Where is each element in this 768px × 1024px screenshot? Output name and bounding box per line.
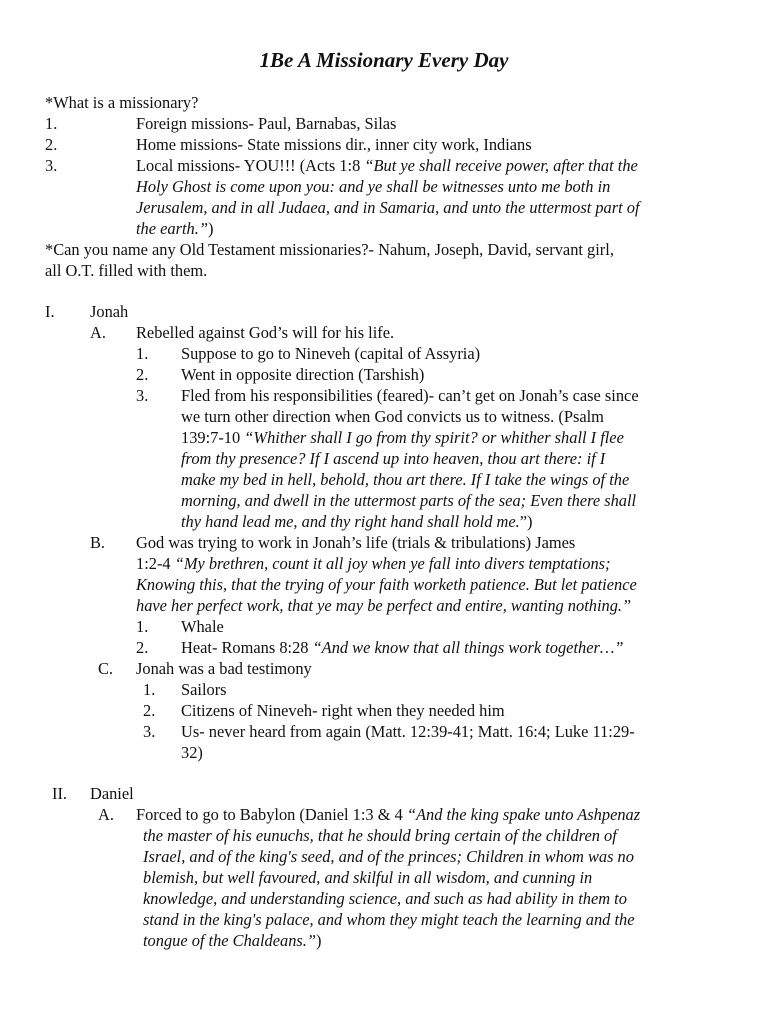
scripture-quote-line: stand in the king's palace, and whom they might teach the learning and the (143, 910, 635, 929)
list-item-foreign: Foreign missions- Paul, Barnabas, Silas (136, 114, 397, 133)
list-item-home: Home missions- State missions dir., inner city work, Indians (136, 135, 532, 154)
point-number: 1. (136, 617, 149, 636)
point-number: 3. (136, 386, 149, 405)
point-number: 3. (143, 722, 156, 741)
scripture-quote-line: morning, and dwell in the uttermost parts of the sea; Even there shall (181, 491, 637, 510)
scripture-quote: “Whither shall I go from thy spirit? or whither shall I flee (244, 428, 624, 447)
point-heat (181, 638, 624, 659)
subsection-rebelled: Rebelled against God’s will for his life. (136, 323, 395, 342)
section-title-daniel: Daniel (90, 784, 134, 803)
james-ref: 1:2-4 (136, 554, 175, 573)
psalm-line (181, 428, 624, 449)
point-fled-cont: we turn other direction when God convicts us to witness. (Psalm (181, 407, 604, 426)
psalm-ref: 139:7-10 (181, 428, 245, 447)
scripture-quote-line: Jerusalem, and in all Judaea, and in Samaria, and unto the uttermost part of (136, 198, 640, 217)
scripture-quote-line: Holy Ghost is come upon you: and ye shall be witnesses unto me both in (136, 177, 611, 196)
point-fled: Fled from his responsibilities (feared)- can’t get on Jonah’s case since (181, 386, 639, 405)
close-paren: ) (207, 219, 214, 238)
scripture-quote-line: the earth.” (136, 219, 208, 238)
question-what-is-missionary: *What is a missionary? (45, 93, 199, 112)
point-number: 2. (143, 701, 156, 720)
question-old-testament: *Can you name any Old Testament missionaries?- Nahum, Joseph, David, servant girl, (45, 240, 614, 259)
point-number: 1. (136, 344, 149, 363)
point-sailors: Sailors (181, 680, 227, 699)
list-item-local (136, 156, 638, 177)
list-number: 3. (45, 156, 58, 175)
scripture-quote-line: have her perfect work, that ye may be perfect and entire, wanting nothing.” (136, 596, 632, 615)
scripture-quote-line: from thy presence? If I ascend up into heaven, thou art there: if I (181, 449, 606, 468)
point-tarshish: Went in opposite direction (Tarshish) (181, 365, 425, 384)
scripture-quote-line: knowledge, and understanding science, and such as had ability in them to (143, 889, 627, 908)
scripture-quote-end (136, 219, 213, 240)
scripture-quote: “And the king spake unto Ashpenaz (406, 805, 641, 824)
point-number: 1. (143, 680, 156, 699)
scripture-quote-line: make my bed in hell, behold, thou art there. If I take the wings of the (181, 470, 630, 489)
section-number: II. (52, 784, 68, 803)
scripture-quote-line: thy hand lead me, and thy right hand shall hold me. (181, 512, 520, 531)
close-paren: ) (316, 931, 322, 950)
section-number: I. (45, 302, 55, 321)
subsection-letter: B. (90, 533, 106, 552)
romans-ref: Heat- Romans 8:28 (181, 638, 313, 657)
scripture-quote: “And we know that all things work together…” (312, 638, 624, 657)
scripture-quote-end (143, 931, 321, 952)
subsection-letter: A. (98, 805, 114, 824)
section-title-jonah: Jonah (90, 302, 129, 321)
point-us: Us- never heard from again (Matt. 12:39-41; Matt. 16:4; Luke 11:29- (181, 722, 635, 741)
point-citizens: Citizens of Nineveh- right when they needed him (181, 701, 505, 720)
subsection-babylon (136, 805, 640, 826)
point-nineveh: Suppose to go to Nineveh (capital of Assyria) (181, 344, 481, 363)
james-line (136, 554, 611, 575)
scripture-quote-line: Israel, and of the king's seed, and of the princes; Children in whom was no (143, 847, 634, 866)
scripture-quote-end (181, 512, 532, 533)
page-title: 1Be A Missionary Every Day (259, 48, 509, 72)
close-paren: ”) (519, 512, 533, 531)
subsection-letter: C. (98, 659, 114, 678)
list-number: 2. (45, 135, 58, 154)
scripture-quote-line: blemish, but well favoured, and skilful in all wisdom, and cunning in (143, 868, 593, 887)
scripture-quote-line: the master of his eunuchs, that he should bring certain of the children of (143, 826, 617, 845)
list-number: 1. (45, 114, 58, 133)
point-number: 2. (136, 365, 149, 384)
point-us-cont: 32) (181, 743, 203, 762)
scripture-quote: “My brethren, count it all joy when ye fall into divers temptations; (174, 554, 611, 573)
scripture-quote: “But ye shall receive power, after that the (364, 156, 638, 175)
list-item-text: Local missions- YOU!!! (Acts 1:8 (136, 156, 365, 175)
question-old-testament-cont: all O.T. filled with them. (45, 261, 208, 280)
scripture-quote-line: Knowing this, that the trying of your faith worketh patience. But let patience (136, 575, 637, 594)
subsection-bad-testimony: Jonah was a bad testimony (136, 659, 312, 678)
point-number: 2. (136, 638, 149, 657)
daniel-ref: Forced to go to Babylon (Daniel 1:3 & 4 (136, 805, 407, 824)
scripture-quote-line: tongue of the Chaldeans.” (143, 931, 317, 950)
point-whale: Whale (181, 617, 224, 636)
subsection-trials: God was trying to work in Jonah’s life (trials & tribulations) James (136, 533, 576, 552)
subsection-letter: A. (90, 323, 106, 342)
